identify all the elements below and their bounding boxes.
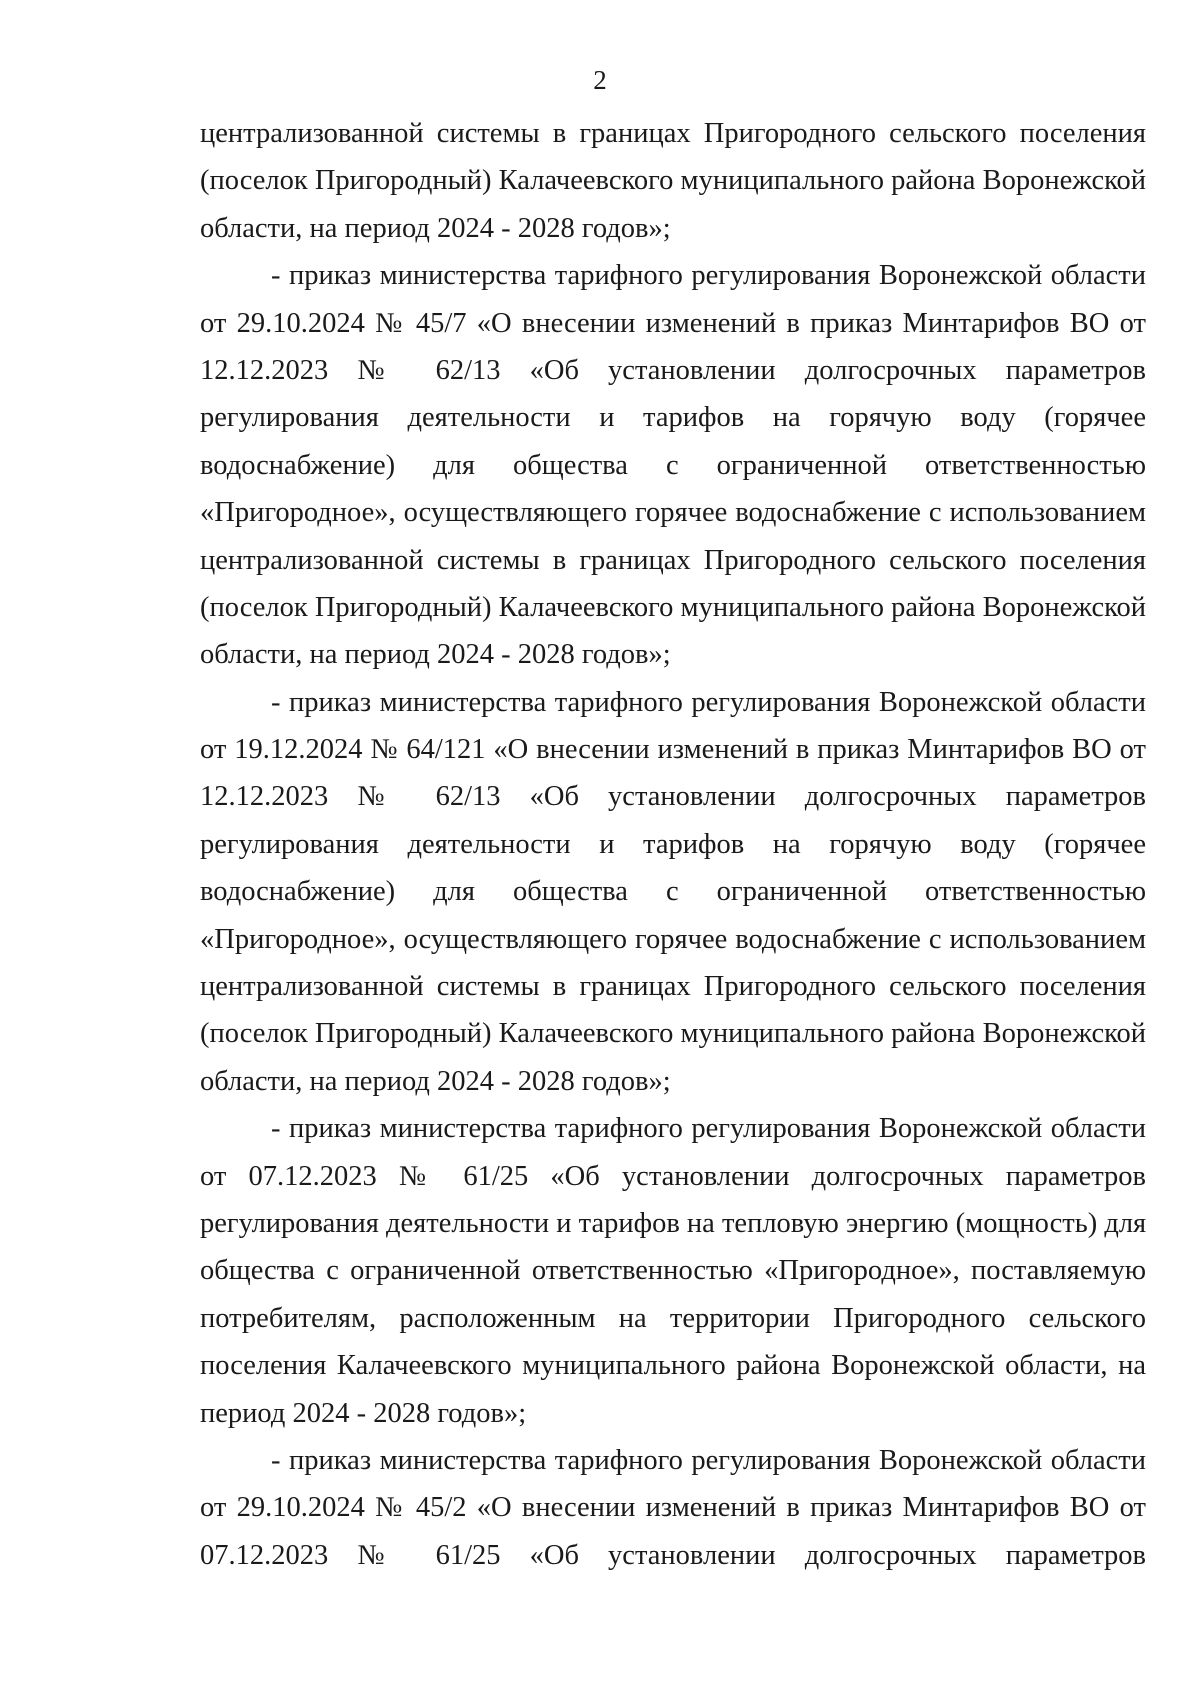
text-line: водоснабжение) для общества с ограниченной ответственностью xyxy=(200,876,1146,908)
text-line: период 2024 - 2028 годов»; xyxy=(200,1397,527,1429)
text-line: (поселок Пригородный) Калачеевского муниципального района Воронежской xyxy=(200,165,1146,197)
text-line: от 29.10.2024 № 45/7 «О внесении изменений в приказ Минтарифов ВО от xyxy=(200,307,1146,339)
page-number: 2 xyxy=(593,65,607,95)
text-line: (поселок Пригородный) Калачеевского муниципального района Воронежской xyxy=(200,591,1146,623)
text-line: от 07.12.2023 № 61/25 «Об установлении долгосрочных параметров xyxy=(200,1160,1146,1192)
text-line: - приказ министерства тарифного регулирования Воронежской области xyxy=(271,1113,1146,1145)
text-line: - приказ министерства тарифного регулирования Воронежской области xyxy=(271,686,1146,718)
text-line: регулирования деятельности и тарифов на горячую воду (горячее xyxy=(200,402,1146,434)
text-line: области, на период 2024 - 2028 годов»; xyxy=(200,212,671,244)
text-line: централизованной системы в границах Пригородного сельского поселения xyxy=(200,544,1146,576)
text-line: потребителям, расположенным на территории Пригородного сельского xyxy=(200,1302,1146,1334)
text-line: от 29.10.2024 № 45/2 «О внесении изменений в приказ Минтарифов ВО от xyxy=(200,1492,1146,1524)
text-line: 12.12.2023 № 62/13 «Об установлении долгосрочных параметров xyxy=(200,354,1146,386)
text-line: общества с ограниченной ответственностью «Пригородное», поставляемую xyxy=(200,1255,1146,1287)
text-line: поселения Калачеевского муниципального района Воронежской области, на xyxy=(200,1350,1146,1382)
text-line: водоснабжение) для общества с ограниченной ответственностью xyxy=(200,449,1146,481)
text-line: регулирования деятельности и тарифов на горячую воду (горячее xyxy=(200,828,1146,860)
text-line: 07.12.2023 № 61/25 «Об установлении долгосрочных параметров xyxy=(200,1539,1146,1571)
text-line: области, на период 2024 - 2028 годов»; xyxy=(200,1065,671,1097)
document-body xyxy=(200,110,1146,1579)
text-line: «Пригородное», осуществляющего горячее водоснабжение с использованием xyxy=(200,923,1146,955)
text-line: (поселок Пригородный) Калачеевского муниципального района Воронежской xyxy=(200,1018,1146,1050)
text-line: области, на период 2024 - 2028 годов»; xyxy=(200,639,671,671)
text-line: - приказ министерства тарифного регулирования Воронежской области xyxy=(271,1444,1146,1476)
text-line: централизованной системы в границах Пригородного сельского поселения xyxy=(200,971,1146,1003)
text-line: - приказ министерства тарифного регулирования Воронежской области xyxy=(271,260,1146,292)
text-line: «Пригородное», осуществляющего горячее водоснабжение с использованием xyxy=(200,497,1146,529)
text-line: регулирования деятельности и тарифов на тепловую энергию (мощность) для xyxy=(200,1207,1147,1239)
text-line: 12.12.2023 № 62/13 «Об установлении долгосрочных параметров xyxy=(200,781,1146,813)
text-line: централизованной системы в границах Пригородного сельского поселения xyxy=(200,118,1146,149)
text-line: от 19.12.2024 № 64/121 «О внесении изменений в приказ Минтарифов ВО от xyxy=(200,734,1146,766)
